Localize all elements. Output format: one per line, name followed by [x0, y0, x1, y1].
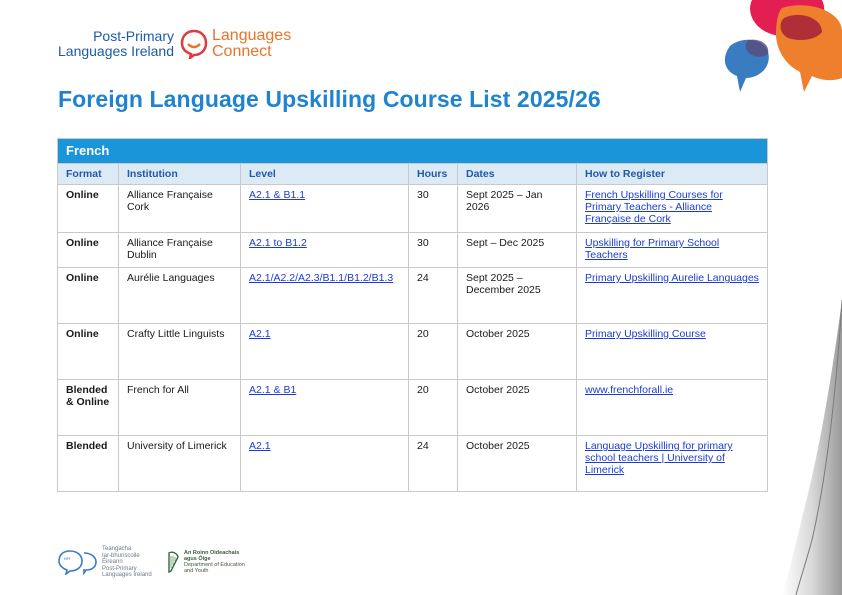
- column-header-institution: Institution: [119, 164, 241, 185]
- register-link[interactable]: Primary Upskilling Aurelie Languages: [585, 272, 759, 284]
- column-header-hours: Hours: [409, 164, 458, 185]
- footer-text-line: Post-Primary: [102, 565, 137, 572]
- institution-cell: Alliance Française Cork: [119, 185, 241, 233]
- register-link[interactable]: Upskilling for Primary School Teachers: [585, 237, 720, 261]
- column-header-register: How to Register: [577, 164, 768, 185]
- section-title: French: [58, 139, 768, 164]
- register-cell: [577, 436, 768, 492]
- register-link[interactable]: www.frenchforall.ie: [585, 384, 674, 396]
- table-row: [58, 268, 768, 324]
- institution-cell: University of Limerick: [119, 436, 241, 492]
- ppli-line-2: Languages Ireland: [58, 43, 174, 59]
- page-title: Foreign Language Upskilling Course List 2025/26: [58, 86, 601, 112]
- ppli-footer-text: [102, 546, 152, 579]
- dates-cell: Sept – Dec 2025: [458, 233, 577, 268]
- ppli-line-1: Post-Primary: [93, 28, 174, 44]
- institution-cell: Crafty Little Linguists: [119, 324, 241, 380]
- harp-icon: [166, 550, 180, 574]
- level-link[interactable]: A2.1 to B1.2: [249, 237, 307, 249]
- level-link[interactable]: A2.1 & B1: [249, 384, 297, 396]
- footer-text-line: agus Óige: [184, 556, 211, 563]
- level-link[interactable]: A2.1: [249, 440, 271, 452]
- footer-text-line: Iar-bhunscoile Éireann: [102, 552, 140, 565]
- table-row: [58, 185, 768, 233]
- column-header-dates: Dates: [458, 164, 577, 185]
- register-cell: [577, 380, 768, 436]
- register-cell: [577, 233, 768, 268]
- register-cell: [577, 324, 768, 380]
- format-cell: Online: [58, 324, 119, 380]
- register-cell: [577, 268, 768, 324]
- register-link[interactable]: Language Upskilling for primary school teachers | University of Limerick: [585, 440, 733, 476]
- hours-cell: 30: [409, 185, 458, 233]
- format-cell: Blended & Online: [58, 380, 119, 436]
- level-cell: [241, 233, 409, 268]
- institution-cell: French for All: [119, 380, 241, 436]
- register-link[interactable]: Primary Upskilling Course: [585, 328, 706, 340]
- dates-cell: Sept 2025 – December 2025: [458, 268, 577, 324]
- level-link[interactable]: A2.1 & B1.1: [249, 189, 306, 201]
- table-row: [58, 380, 768, 436]
- register-cell: [577, 185, 768, 233]
- svg-text:“”: “”: [64, 556, 70, 567]
- column-header-format: Format: [58, 164, 119, 185]
- footer-text-line: Teangacha: [102, 546, 132, 552]
- column-header-level: Level: [241, 164, 409, 185]
- hours-cell: 24: [409, 268, 458, 324]
- ppli-logo-text: [58, 29, 174, 59]
- column-header-row: [58, 164, 768, 185]
- hours-cell: 20: [409, 380, 458, 436]
- lc-line-1: Languages: [212, 27, 292, 44]
- level-cell: [241, 380, 409, 436]
- level-link[interactable]: A2.1/A2.2/A2.3/B1.1/B1.2/B1.3: [249, 272, 394, 284]
- level-link[interactable]: A2.1: [249, 328, 271, 340]
- table-row: [58, 233, 768, 268]
- level-cell: [241, 185, 409, 233]
- course-table: [57, 138, 768, 492]
- footer-text-line: Languages Ireland: [102, 572, 152, 578]
- hours-cell: 24: [409, 436, 458, 492]
- ppli-footer-bubble-icon: [58, 549, 98, 575]
- register-link[interactable]: French Upskilling Courses for Primary Teachers - Alliance Française de Cork: [585, 189, 723, 225]
- corner-speech-bubbles-icon: [712, 0, 842, 100]
- format-cell: Online: [58, 233, 119, 268]
- dates-cell: Sept 2025 – Jan 2026: [458, 185, 577, 233]
- hours-cell: 20: [409, 324, 458, 380]
- languages-connect-text: [212, 28, 291, 60]
- format-cell: Online: [58, 268, 119, 324]
- level-cell: [241, 268, 409, 324]
- institution-cell: Alliance Française Dublin: [119, 233, 241, 268]
- section-header-row: [58, 139, 768, 164]
- languages-connect-bubble-icon: [180, 29, 208, 59]
- institution-cell: Aurélie Languages: [119, 268, 241, 324]
- level-cell: [241, 436, 409, 492]
- footer-text-line: An Roinn Oideachais: [184, 550, 240, 557]
- lc-line-2: Connect: [212, 43, 272, 60]
- dates-cell: October 2025: [458, 324, 577, 380]
- level-cell: [241, 324, 409, 380]
- hours-cell: 30: [409, 233, 458, 268]
- department-footer-text: [184, 550, 254, 574]
- footer-logos: [58, 546, 254, 579]
- header-logo: [58, 28, 291, 60]
- format-cell: Blended: [58, 436, 119, 492]
- dates-cell: October 2025: [458, 380, 577, 436]
- footer-text-line: and Youth: [184, 568, 209, 575]
- format-cell: Online: [58, 185, 119, 233]
- table-row: [58, 436, 768, 492]
- dates-cell: October 2025: [458, 436, 577, 492]
- table-row: [58, 324, 768, 380]
- footer-text-line: Department of Education: [184, 562, 245, 569]
- page-curl-decoration-icon: [782, 300, 842, 595]
